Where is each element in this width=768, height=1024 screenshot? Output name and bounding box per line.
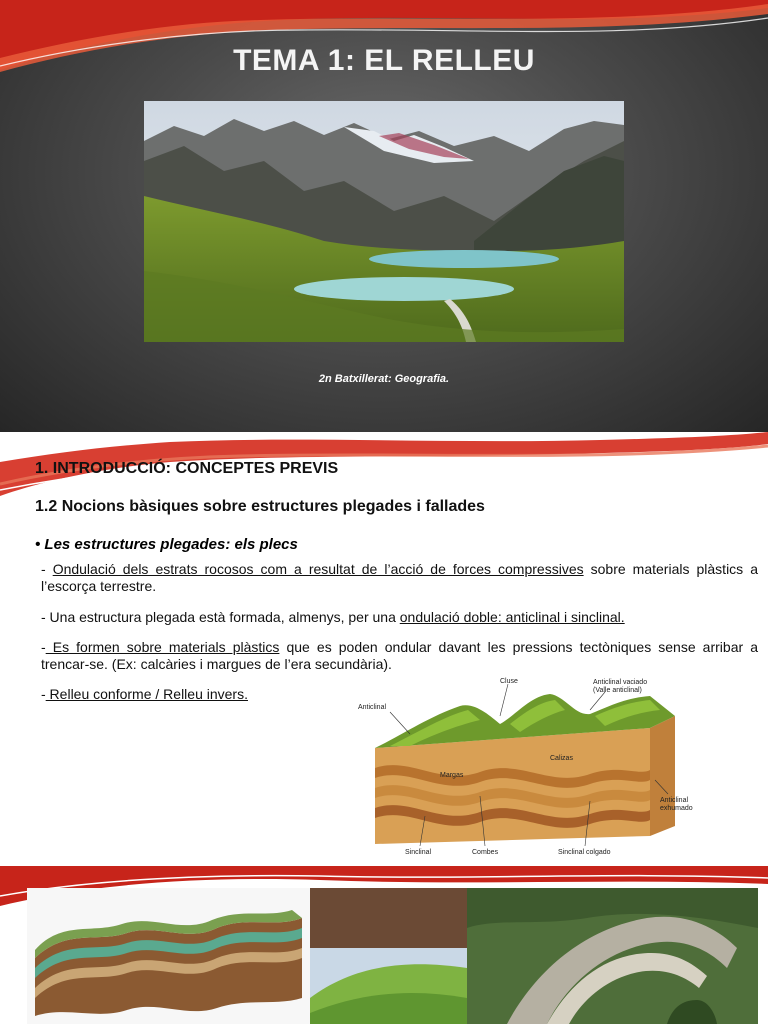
label-anticlinal-exhumado-2: exhumado (660, 805, 693, 812)
label-valle-anticlinal: (Valle anticlinal) (593, 687, 642, 694)
label-sinclinal-colgado: Sinclinal colgado (558, 849, 611, 856)
subsection-heading: 1.2 Nocions bàsiques sobre estructures plegades i fallades (35, 498, 485, 515)
green-hill-photo (310, 888, 467, 1024)
paragraph-definition: - Ondulació dels estrats rocosos com a resultat de l’acció de forces compressives sobre materials plàstics a l’escorça terrestre. (41, 561, 758, 594)
label-anticlinal-vaciado: Anticlinal vaciado (593, 679, 648, 686)
content-slide (0, 432, 768, 866)
slide-title: TEMA 1: EL RELLEU (233, 44, 535, 77)
paragraph-relief: - Relleu conforme / Relleu invers. (41, 686, 248, 702)
photos-slide (0, 866, 768, 1024)
paragraph-structure: - Una estructura plegada està formada, almenys, per una ondulació doble: anticlinal i sinclinal. (41, 609, 625, 625)
label-sinclinal: Sinclinal (405, 849, 432, 856)
label-combes: Combes (472, 849, 499, 856)
fold-model-photo (27, 888, 310, 1024)
label-margas: Margas (440, 772, 464, 779)
fold-block-diagram (350, 676, 710, 856)
label-calizas: Calizas (550, 755, 573, 762)
mountain-lake-photo (144, 101, 624, 342)
folded-strata-photo (467, 888, 758, 1024)
label-cluse: Cluse (500, 678, 518, 685)
label-anticlinal-exhumado-1: Anticlinal (660, 797, 689, 804)
paragraph-materials: - Es formen sobre materials plàstics que es poden ondular davant les pressions tectòniques sense arribar a trencar-se. (Ex: calcàries i margues de l’era secundària). (41, 639, 758, 672)
title-slide (0, 0, 768, 432)
label-anticlinal: Anticlinal (358, 704, 387, 711)
slide-subtitle: 2n Batxillerat: Geografia. (318, 373, 450, 385)
section-heading: 1. INTRODUCCIÓ: CONCEPTES PREVIS (35, 460, 339, 477)
bullet-heading: • Les estructures plegades: els plecs (35, 536, 298, 553)
